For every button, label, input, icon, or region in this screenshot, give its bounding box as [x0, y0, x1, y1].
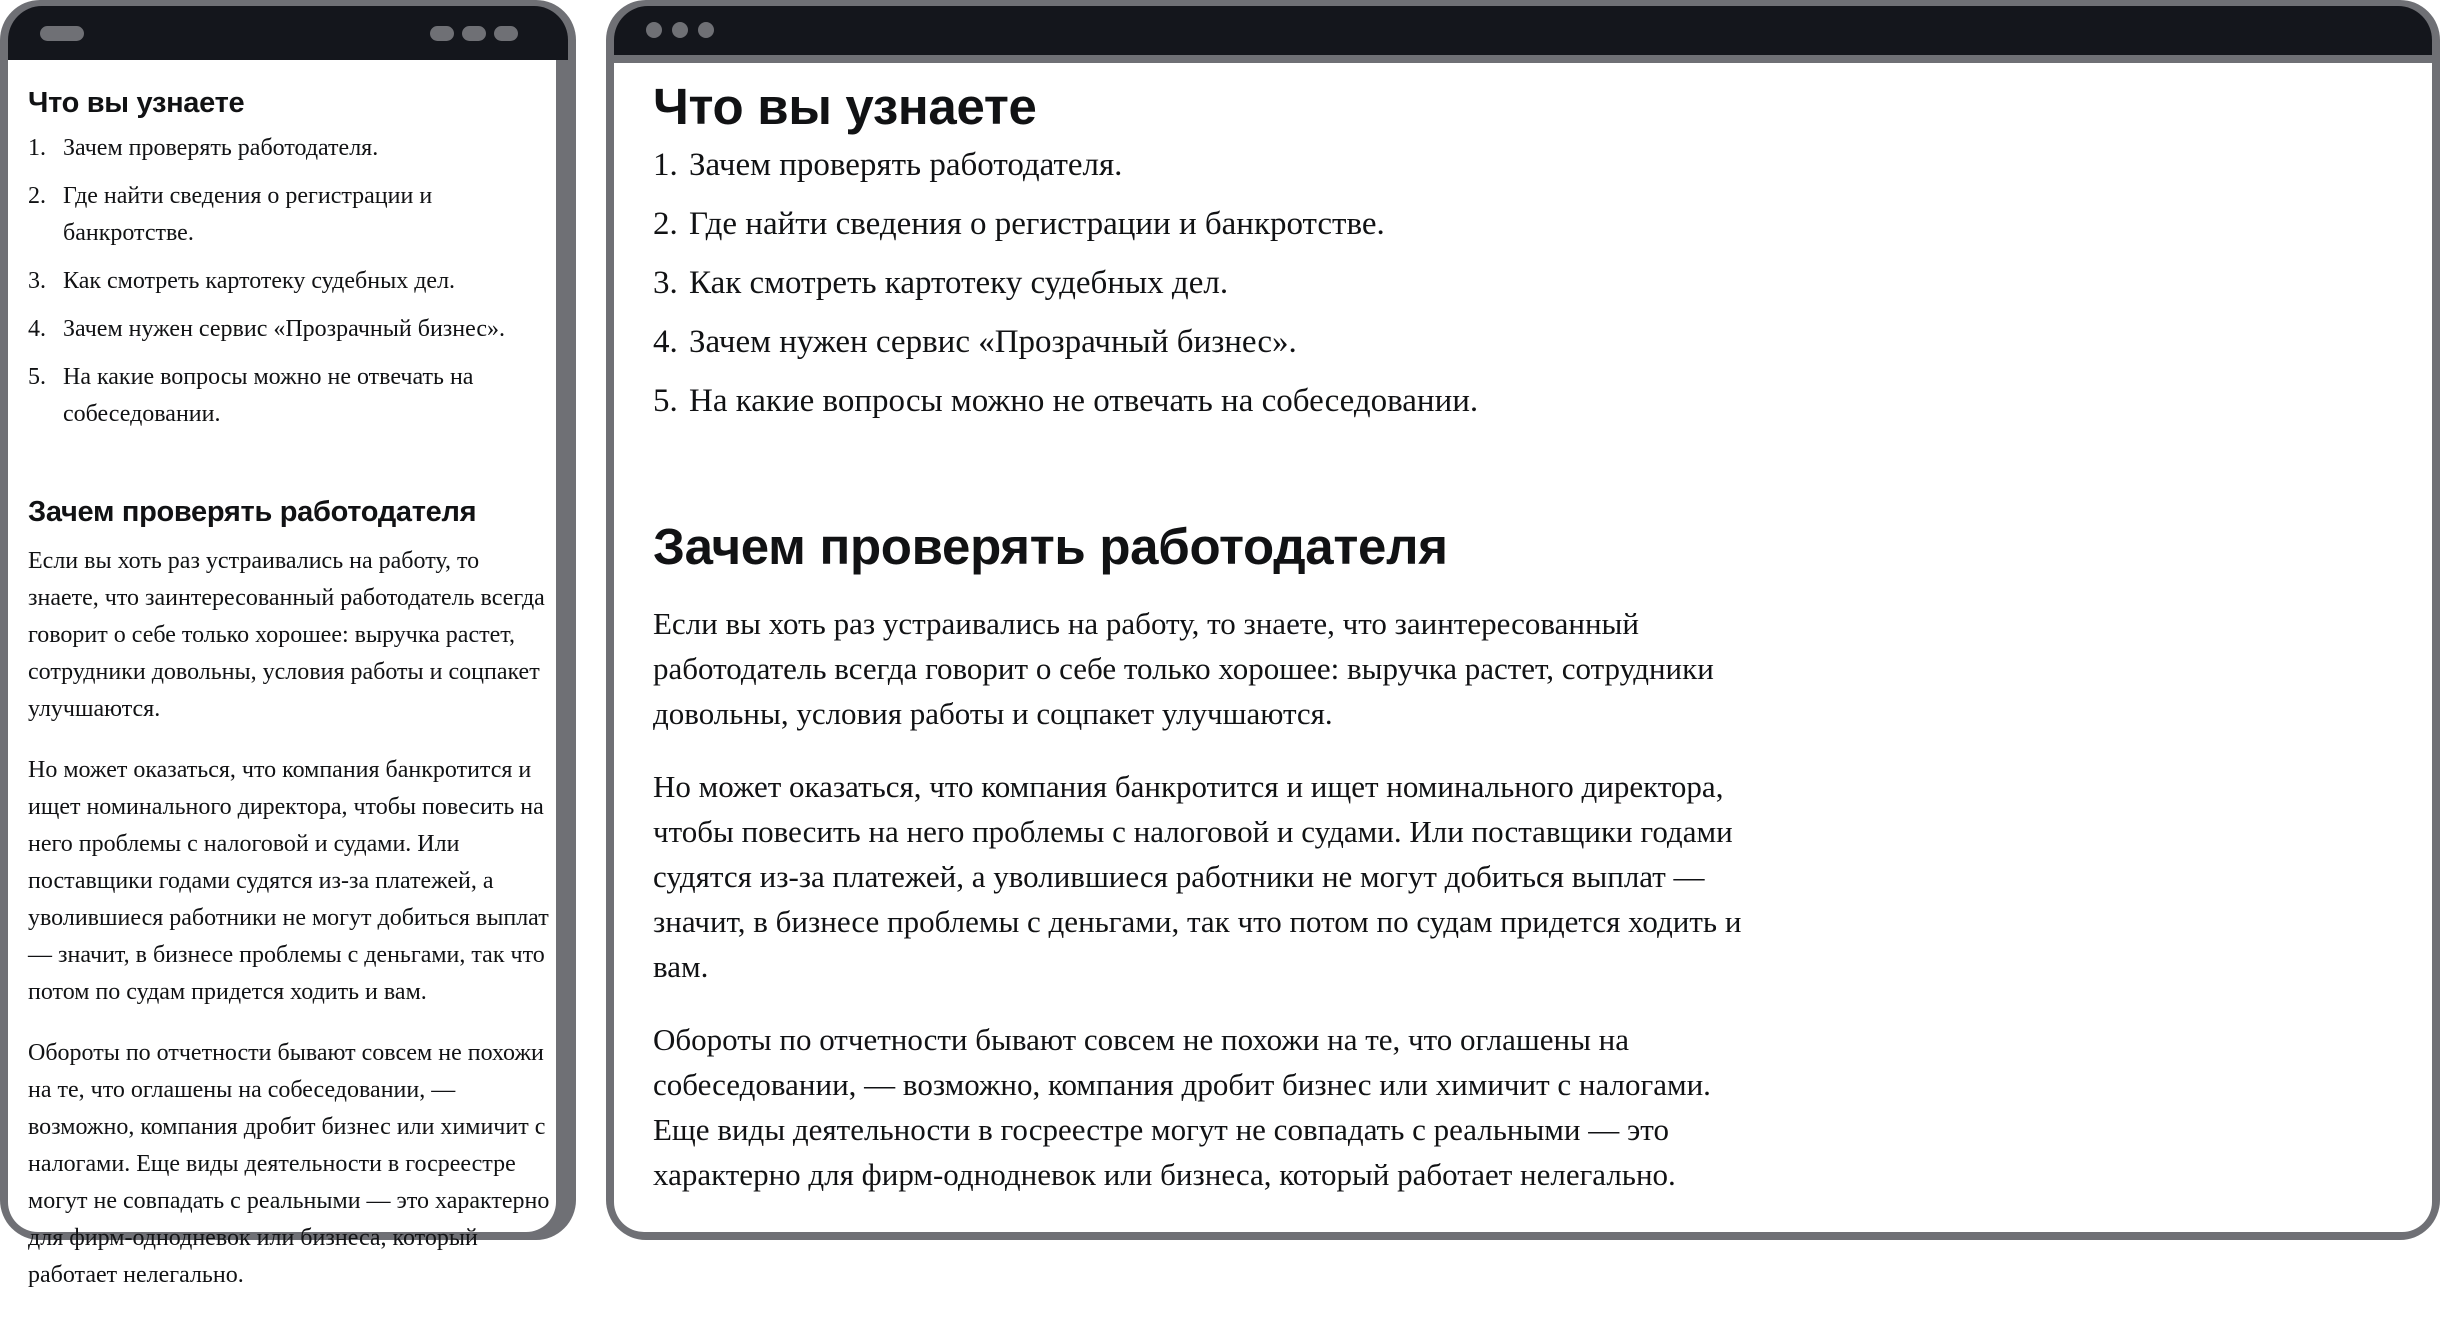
toc-list	[28, 130, 553, 433]
heading-why-check-employer: Зачем проверять работодателя	[28, 496, 477, 528]
toc-item[interactable]: 5. На какие вопросы можно не отвечать на собеседовании.	[28, 364, 474, 427]
paragraph: Если вы хоть раз устраивались на работу, то знаете, что заинтересованный работодатель всегда говорит о себе только хорошее: выручка растет, сотрудники довольны, условия работы и соцпакет улучшаются.	[653, 606, 1714, 731]
heading-what-you-learn: Что вы узнаете	[28, 87, 245, 119]
toc-list	[653, 143, 1773, 423]
paragraph: Обороты по отчетности бывают совсем не похожи на те, что оглашены на собеседовании, — возможно, компания дробит бизнес или химичит с налогами. Еще виды деятельности в госреестре могут не совпадать с реальными — это характерно для фирм-однодневок или бизнеса, который работает нелегально.	[653, 1022, 1711, 1192]
paragraph: Но может оказаться, что компания банкротится и ищет номинального директора, чтобы повесить на него проблемы с налоговой и судами. Или поставщики годами судятся из-за платежей, а уволившиеся работники не могут добиться выплат — значит, в бизнесе проблемы с деньгами, так что потом по судам придется ходить и вам.	[653, 769, 1742, 984]
heading-what-you-learn: Что вы узнаете	[653, 78, 1037, 135]
toc-item[interactable]: 4. Зачем нужен сервис «Прозрачный бизнес».	[653, 324, 1297, 360]
desktop-screen[interactable]	[614, 55, 2432, 1232]
notch-pill-icon	[40, 26, 84, 41]
toc-item[interactable]: 2. Где найти сведения о регистрации и банкротстве.	[653, 206, 1385, 242]
toc-item[interactable]: 1. Зачем проверять работодателя.	[653, 147, 1123, 183]
mobile-top-bar	[8, 6, 568, 60]
paragraph: Но может оказаться, что компания банкротится и ищет номинального директора, чтобы повесить на него проблемы с налоговой и судами. Или поставщики годами судятся из-за платежей, а уволившиеся работники не могут добиться выплат — значит, в бизнесе проблемы с деньгами, так что потом по судам придется ходить и вам.	[28, 757, 549, 1005]
window-dot-icon[interactable]	[646, 22, 662, 38]
mobile-screen[interactable]	[8, 60, 556, 1288]
heading-why-check-employer: Зачем проверять работодателя	[653, 518, 1448, 575]
mobile-device-frame	[0, 0, 576, 1288]
desktop-browser-frame	[606, 0, 2440, 1240]
status-pill-icon	[494, 26, 518, 41]
paragraph: Обороты по отчетности бывают совсем не похожи на те, что оглашены на собеседовании, — возможно, компания дробит бизнес или химичит с налогами. Еще виды деятельности в госреестре могут не совпадать с реальными — это характерно для фирм-однодневок или бизнеса, который работает нелегально.	[28, 1040, 550, 1288]
desktop-article	[653, 75, 1773, 1225]
status-pill-icon	[430, 26, 454, 41]
toc-item[interactable]: 1. Зачем проверять работодателя.	[28, 135, 379, 161]
paragraph: Если вы хоть раз устраивались на работу, то знаете, что заинтересованный работодатель всегда говорит о себе только хорошее: выручка растет, сотрудники довольны, условия работы и соцпакет улучшаются.	[28, 548, 545, 722]
toc-item[interactable]: 4. Зачем нужен сервис «Прозрачный бизнес».	[28, 316, 506, 342]
toc-item[interactable]: 2. Где найти сведения о регистрации и банкротстве.	[28, 183, 433, 246]
toc-item[interactable]: 3. Как смотреть картотеку судебных дел.	[28, 268, 456, 294]
status-pill-icon	[462, 26, 486, 41]
browser-title-bar	[614, 6, 2432, 55]
window-dot-icon[interactable]	[672, 22, 688, 38]
toc-item[interactable]: 3. Как смотреть картотеку судебных дел.	[653, 265, 1229, 301]
window-dot-icon[interactable]	[698, 22, 714, 38]
mobile-article	[28, 84, 553, 1318]
toc-item[interactable]: 5. На какие вопросы можно не отвечать на собеседовании.	[653, 383, 1479, 419]
